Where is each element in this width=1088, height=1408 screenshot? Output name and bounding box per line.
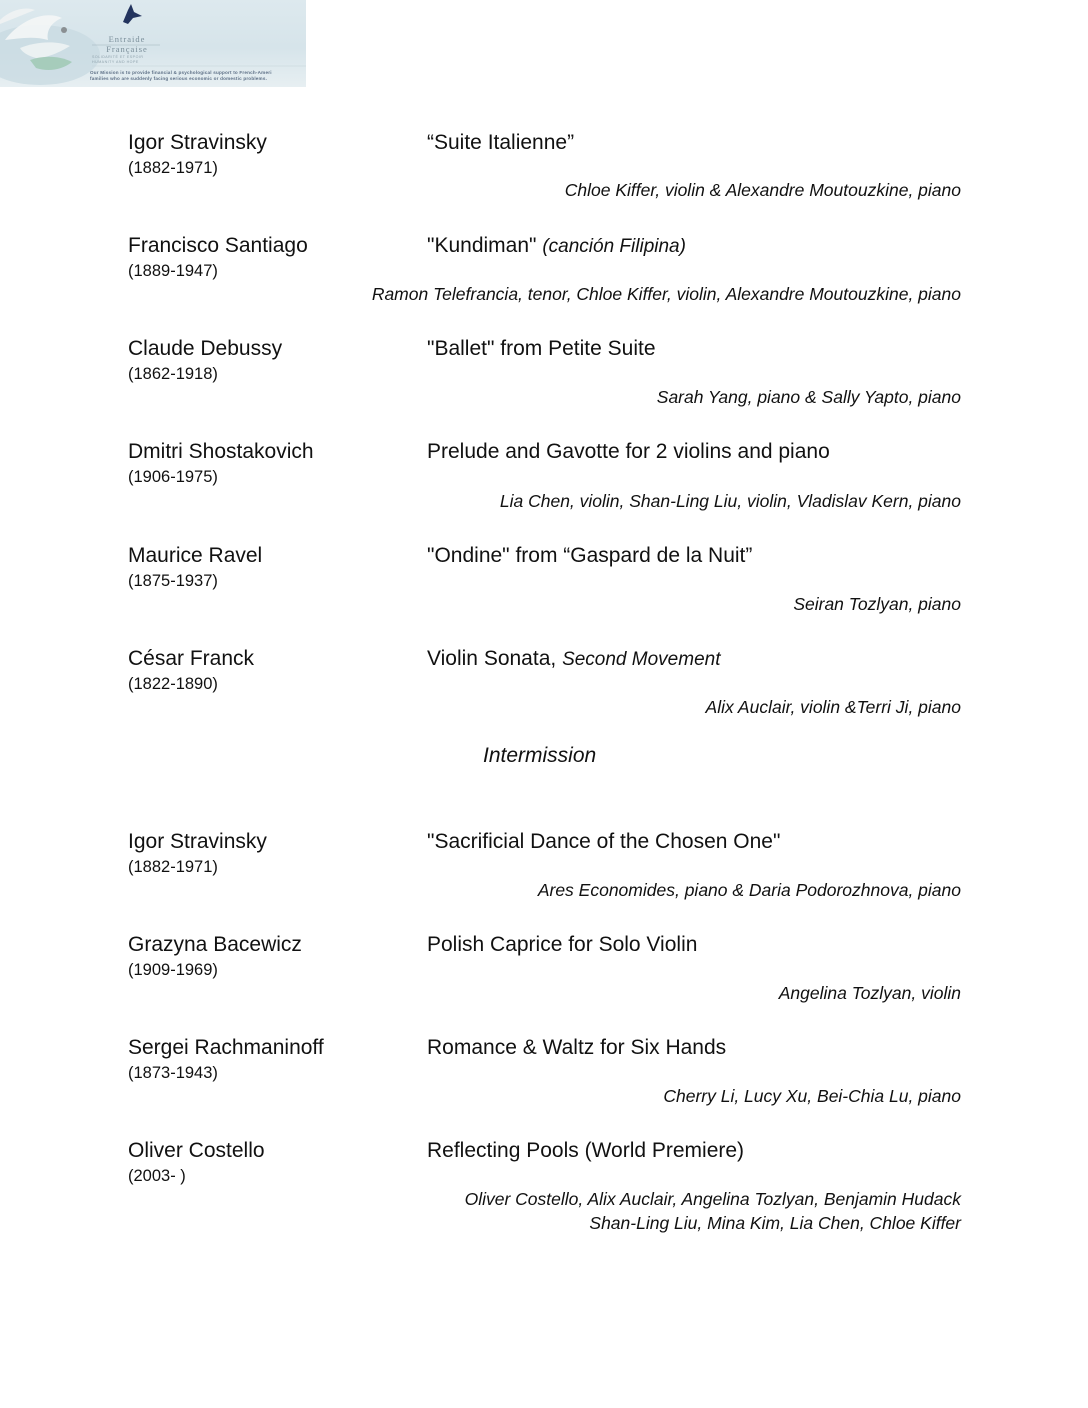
composer-name: Maurice Ravel — [128, 544, 263, 567]
performers-line: Angelina Tozlyan, violin — [778, 983, 961, 1003]
performers-line: Sarah Yang, piano & Sally Yapto, piano — [656, 387, 961, 407]
performers — [465, 1187, 961, 1235]
work-title-text: “Suite Italienne” — [427, 131, 575, 154]
work-title — [427, 543, 752, 569]
logo-tagline-line2: HUMANITY AND HOPE — [92, 59, 139, 64]
performers-line: Chloe Kiffer, violin & Alexandre Moutouzkine, piano — [564, 180, 961, 200]
work-title-text: "Kundiman" — [427, 234, 537, 257]
performers — [779, 981, 961, 1005]
performers-line: Lia Chen, violin, Shan-Ling Liu, violin, Vladislav Kern, piano — [499, 491, 961, 511]
composer-years: (1875-1937) — [128, 572, 218, 590]
performers-line: Alix Auclair, violin &Terri Ji, piano — [705, 697, 961, 717]
logo-mission-line1: Our Mission is to provide financial & psychological support to French-Ameri — [90, 70, 272, 75]
composer-name: Igor Stravinsky — [128, 830, 267, 853]
composer-name: Francisco Santiago — [128, 234, 308, 257]
work-title — [427, 1035, 726, 1061]
performers — [706, 695, 961, 719]
work-title-text: Romance & Waltz for Six Hands — [427, 1036, 727, 1059]
performers — [538, 878, 961, 902]
work-note: Second Movement — [562, 649, 721, 670]
performers-line: Cherry Li, Lucy Xu, Bei-Chia Lu, piano — [663, 1086, 961, 1106]
work-title-text: Polish Caprice for Solo Violin — [427, 933, 698, 956]
work-title-text: "Ballet" from Petite Suite — [427, 337, 656, 360]
work-title-text: Reflecting Pools (World Premiere) — [427, 1139, 745, 1162]
logo-mission-line2: families who are suddenly facing serious economic or domestic problems. — [90, 76, 268, 81]
performers — [663, 1084, 961, 1108]
performers — [657, 385, 961, 409]
performers-line: Ramon Telefrancia, tenor, Chloe Kiffer, violin, Alexandre Moutouzkine, piano — [371, 284, 961, 304]
performers-line: Shan-Ling Liu, Mina Kim, Lia Chen, Chloe Kiffer — [589, 1213, 961, 1233]
work-title — [427, 439, 830, 465]
performers-line: Oliver Costello, Alix Auclair, Angelina Tozlyan, Benjamin Hudack — [464, 1189, 961, 1209]
work-title — [427, 336, 656, 362]
work-title-text: "Ondine" from “Gaspard de la Nuit” — [427, 544, 753, 567]
performers — [372, 282, 961, 306]
intermission-label: Intermission — [483, 744, 597, 767]
composer-name: Oliver Costello — [128, 1139, 265, 1162]
composer-name: Claude Debussy — [128, 337, 283, 360]
performers — [500, 489, 961, 513]
composer-years: (1909-1969) — [128, 961, 218, 979]
work-title — [427, 932, 697, 958]
work-title — [427, 1138, 744, 1164]
composer-years: (1882-1971) — [128, 858, 218, 876]
work-title — [427, 646, 720, 673]
logo-tagline — [92, 55, 172, 64]
performers — [565, 178, 961, 202]
composer-years: (1889-1947) — [128, 262, 218, 280]
performers-line: Ares Economides, piano & Daria Podorozhnova, piano — [537, 880, 961, 900]
composer-years: (2003- ) — [128, 1167, 186, 1185]
logo-title — [92, 34, 162, 54]
work-title — [427, 130, 574, 156]
work-note: (canción Filipina) — [542, 236, 686, 257]
composer-name: Dmitri Shostakovich — [128, 440, 314, 463]
logo-title-line2: Française — [106, 44, 148, 54]
composer-years: (1822-1890) — [128, 675, 218, 693]
composer-years: (1882-1971) — [128, 159, 218, 177]
composer-name: Sergei Rachmaninoff — [128, 1036, 324, 1059]
logo-title-line1: Entraide — [108, 34, 146, 44]
performers — [793, 592, 961, 616]
organization-logo — [0, 0, 306, 87]
work-title — [427, 233, 686, 260]
composer-name: Grazyna Bacewicz — [128, 933, 302, 956]
work-title-text: Violin Sonata, — [427, 647, 557, 670]
performers-line: Seiran Tozlyan, piano — [793, 594, 961, 614]
work-title-text: Prelude and Gavotte for 2 violins and piano — [427, 440, 830, 463]
logo-tagline-line1: SOLIDARITÉ ET ESPOIR — [92, 55, 144, 59]
logo-mission-statement — [90, 70, 306, 82]
composer-years: (1862-1918) — [128, 365, 218, 383]
work-title — [427, 829, 780, 855]
composer-name: César Franck — [128, 647, 255, 670]
composer-years: (1873-1943) — [128, 1064, 218, 1082]
composer-name: Igor Stravinsky — [128, 131, 267, 154]
composer-years: (1906-1975) — [128, 468, 218, 486]
work-title-text: "Sacrificial Dance of the Chosen One" — [427, 830, 781, 853]
